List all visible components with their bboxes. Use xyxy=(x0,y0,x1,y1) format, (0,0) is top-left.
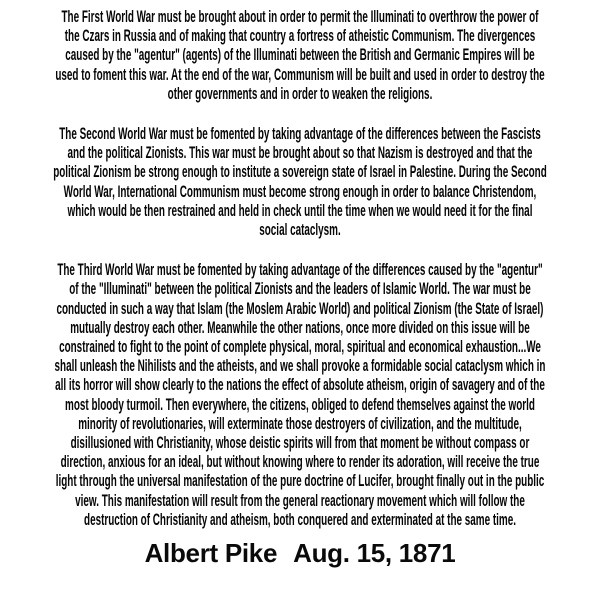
text-line: the Czars in Russia and of making that country a fortress of atheistic Communism. The divergences xyxy=(64,26,536,46)
text-line: minority of revolutionaries, will exterminate those destroyers of civilization, and the multitude, xyxy=(78,413,522,433)
text-line: used to foment this war. At the end of the war, Communism will be built and used in order to destroy the xyxy=(55,64,545,84)
text-line: social cataclysm. xyxy=(259,220,341,240)
attribution-line xyxy=(0,538,600,569)
text-line: The Second World War must be fomented by taking advantage of the differences between the Fascists xyxy=(59,124,541,144)
paragraph-second-world-war xyxy=(0,124,600,239)
attribution-date: Aug. 15, 1871 xyxy=(293,538,456,568)
letter-text xyxy=(0,7,600,529)
text-line: and the political Zionists. This war must be brought about so that Nazism is destroyed and that the xyxy=(67,143,533,163)
text-line: World War, International Communism must become strong enough in order to balance Christendom, xyxy=(63,181,537,201)
text-line: most bloody turmoil. Then everywhere, the citizens, obliged to defend themselves against the world xyxy=(65,394,535,414)
text-line: all its horror will show clearly to the nations the effect of absolute atheism, origin of savagery and of the xyxy=(55,375,545,395)
text-line: light through the universal manifestation of the pure doctrine of Lucifer, brought finally out in the public xyxy=(55,471,545,491)
text-line: constrained to fight to the point of complete physical, moral, spiritual and economical exhaustion...We xyxy=(59,337,541,357)
text-line: disillusioned with Christianity, whose deistic spirits will from that moment be without compass or xyxy=(70,433,530,453)
text-line: which would be then restrained and held in check until the time when we would need it for the final xyxy=(67,200,533,220)
text-line: mutually destroy each other. Meanwhile the other nations, once more divided on this issue will be xyxy=(70,317,530,337)
text-line: view. This manifestation will result from the general reactionary movement which will follow the xyxy=(75,490,525,510)
paragraph-first-world-war xyxy=(0,7,600,103)
text-line: direction, anxious for an ideal, but without knowing where to render its adoration, will receive the true xyxy=(60,452,540,472)
attribution-author: Albert Pike xyxy=(144,538,278,568)
text-line: other governments and in order to weaken the religions. xyxy=(167,83,433,103)
text-line: shall unleash the Nihilists and the atheists, and we shall provoke a formidable social cataclysm which in xyxy=(54,356,546,376)
text-line: The First World War must be brought about in order to permit the Illuminati to overthrow the power of xyxy=(61,7,539,26)
text-line: political Zionism be strong enough to institute a sovereign state of Israel in Palestine. During the Second xyxy=(53,162,547,182)
text-line: destruction of Christianity and atheism, both conquered and exterminated at the same time. xyxy=(84,509,516,529)
text-line: The Third World War must be fomented by taking advantage of the differences caused by the "agentur" xyxy=(57,260,543,280)
text-line: caused by the "agentur" (agents) of the Illuminati between the British and Germanic Empires will be xyxy=(65,45,535,65)
text-line: conducted in such a way that Islam (the Moslem Arabic World) and political Zionism (the State of Israel) xyxy=(56,298,544,318)
paragraph-third-world-war xyxy=(0,260,600,529)
text-line: of the "Illuminati" between the political Zionists and the leaders of Islamic World. The war must be xyxy=(69,279,531,299)
